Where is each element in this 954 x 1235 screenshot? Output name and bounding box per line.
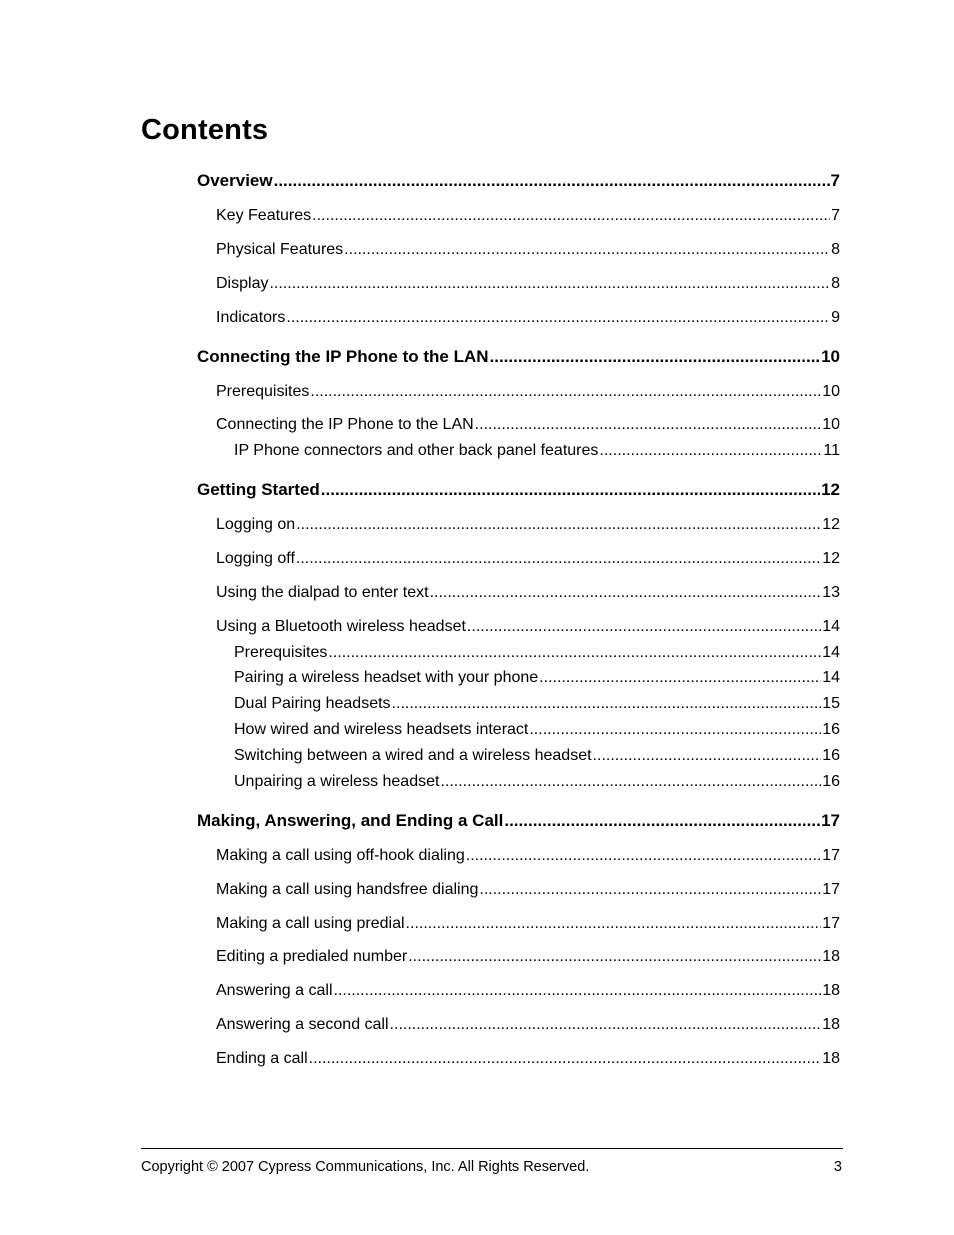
toc-entry-label: Answering a second call [216,1016,389,1033]
toc-entry-making-answering-ending[interactable] [197,811,840,831]
toc-entry-label: Unpairing a wireless headset [234,773,440,790]
toc-entry-page: 10 [821,347,840,366]
toc-entry-page: 17 [822,881,840,898]
toc-entry-page: 17 [822,915,840,932]
toc-entry-prerequisites[interactable] [216,383,840,401]
toc-entry-switching-headsets[interactable] [234,747,840,765]
page-title: Contents [141,114,269,146]
dot-leader [286,309,830,327]
dot-leader [599,442,822,460]
toc-entry-answering-call[interactable] [216,982,840,1000]
toc-entry-page: 18 [822,982,840,999]
toc-entry-label: Editing a predialed number [216,948,408,965]
dot-leader [309,1050,822,1068]
toc-entry-connectors[interactable] [234,442,840,460]
dot-leader [310,383,821,401]
toc-entry-bt-prerequisites[interactable] [234,644,840,662]
dot-leader [430,584,822,602]
dot-leader [390,1016,822,1034]
toc-entry-label: Physical Features [216,241,344,258]
toc-entry-label: Getting Started [197,480,320,499]
toc-entry-page: 13 [822,584,840,601]
toc-entry-dialpad-text[interactable] [216,584,840,602]
toc-entry-page: 16 [822,747,840,764]
toc-entry-label: Prerequisites [234,644,328,661]
toc-entry-page: 9 [831,309,840,326]
dot-leader [466,847,821,865]
toc-entry-physical-features[interactable] [216,241,840,259]
toc-entry-handsfree-dialing[interactable] [216,881,840,899]
toc-entry-answering-second-call[interactable] [216,1016,840,1034]
toc-entry-page: 14 [822,618,840,635]
toc-entry-label: Ending a call [216,1050,308,1067]
dot-leader [475,416,822,434]
toc-entry-ending-call[interactable] [216,1050,840,1068]
dot-leader [593,747,822,765]
toc-entry-label: Switching between a wired and a wireless headset [234,747,592,764]
toc-entry-headsets-interact[interactable] [234,721,840,739]
toc-entry-unpairing-headset[interactable] [234,773,840,791]
toc-entry-connecting-ip-phone[interactable] [197,347,840,367]
dot-leader [296,550,821,568]
toc-entry-page: 10 [822,416,840,433]
dot-leader [529,721,821,739]
toc-entry-page: 15 [822,695,840,712]
toc-entry-bluetooth-headset[interactable] [216,618,840,636]
toc-entry-editing-predialed[interactable] [216,948,840,966]
toc-entry-label: Connecting the IP Phone to the LAN [197,347,489,366]
toc-entry-label: Making a call using predial [216,915,405,932]
toc-entry-page: 12 [822,516,840,533]
toc-entry-indicators[interactable] [216,309,840,327]
toc-entry-label: Using a Bluetooth wireless headset [216,618,466,635]
footer-page-number: 3 [833,1159,842,1175]
toc-entry-label: Overview [197,171,273,190]
toc-entry-label: Logging off [216,550,295,567]
dot-leader [328,644,821,662]
toc-entry-label: IP Phone connectors and other back panel features [234,442,599,459]
toc-entry-page: 17 [822,847,840,864]
toc-entry-label: Pairing a wireless headset with your phone [234,669,539,686]
dot-leader [504,811,820,831]
toc-entry-page: 18 [822,1016,840,1033]
toc-entry-predial[interactable] [216,915,840,933]
toc-entry-page: 7 [831,207,840,224]
dot-leader [490,347,821,367]
dot-leader [406,915,822,933]
toc-entry-pairing-headset[interactable] [234,669,840,687]
dot-leader [467,618,821,636]
toc-entry-page: 14 [822,669,840,686]
toc-entry-page: 16 [822,773,840,790]
toc-entry-display[interactable] [216,275,840,293]
toc-entry-label: Making a call using off-hook dialing [216,847,465,864]
dot-leader [321,480,820,500]
toc-entry-page: 12 [822,550,840,567]
dot-leader [440,773,821,791]
dot-leader [408,948,821,966]
toc-entry-label: Making, Answering, and Ending a Call [197,811,504,830]
dot-leader [296,516,821,534]
footer-copyright: Copyright © 2007 Cypress Communications, Inc. All Rights Reserved. [141,1159,590,1175]
toc-entry-key-features[interactable] [216,207,840,225]
toc-entry-connecting-ip-phone-sub[interactable] [216,416,840,434]
dot-leader [479,881,821,899]
toc-entry-label: Logging on [216,516,296,533]
footer-divider [141,1148,843,1149]
dot-leader [344,241,830,259]
toc-entry-label: Prerequisites [216,383,310,400]
toc-entry-page: 7 [830,171,840,190]
toc-entry-page: 18 [822,1050,840,1067]
toc-entry-page: 16 [822,721,840,738]
toc-entry-page: 11 [823,442,840,459]
toc-entry-logging-off[interactable] [216,550,840,568]
dot-leader [334,982,822,1000]
toc-entry-dual-pairing[interactable] [234,695,840,713]
dot-leader [269,275,830,293]
toc-entry-label: Answering a call [216,982,333,999]
toc-entry-logging-on[interactable] [216,516,840,534]
toc-entry-label: Key Features [216,207,312,224]
toc-entry-page: 12 [821,480,840,499]
toc-entry-label: Making a call using handsfree dialing [216,881,479,898]
dot-leader [312,207,830,225]
toc-entry-getting-started[interactable] [197,480,840,500]
dot-leader [274,171,830,191]
toc-entry-page: 10 [822,383,840,400]
dot-leader [539,669,821,687]
toc-entry-label: Display [216,275,269,292]
toc-entry-label: Indicators [216,309,286,326]
toc-entry-page: 8 [831,241,840,258]
toc-entry-overview[interactable] [197,171,840,191]
toc-entry-page: 14 [822,644,840,661]
toc-entry-page: 17 [821,811,840,830]
toc-entry-off-hook-dialing[interactable] [216,847,840,865]
toc-entry-label: Connecting the IP Phone to the LAN [216,416,474,433]
toc-entry-label: Dual Pairing headsets [234,695,391,712]
toc-entry-page: 18 [822,948,840,965]
toc-entry-page: 8 [831,275,840,292]
dot-leader [392,695,822,713]
toc-entry-label: How wired and wireless headsets interact [234,721,529,738]
toc-entry-label: Using the dialpad to enter text [216,584,429,601]
